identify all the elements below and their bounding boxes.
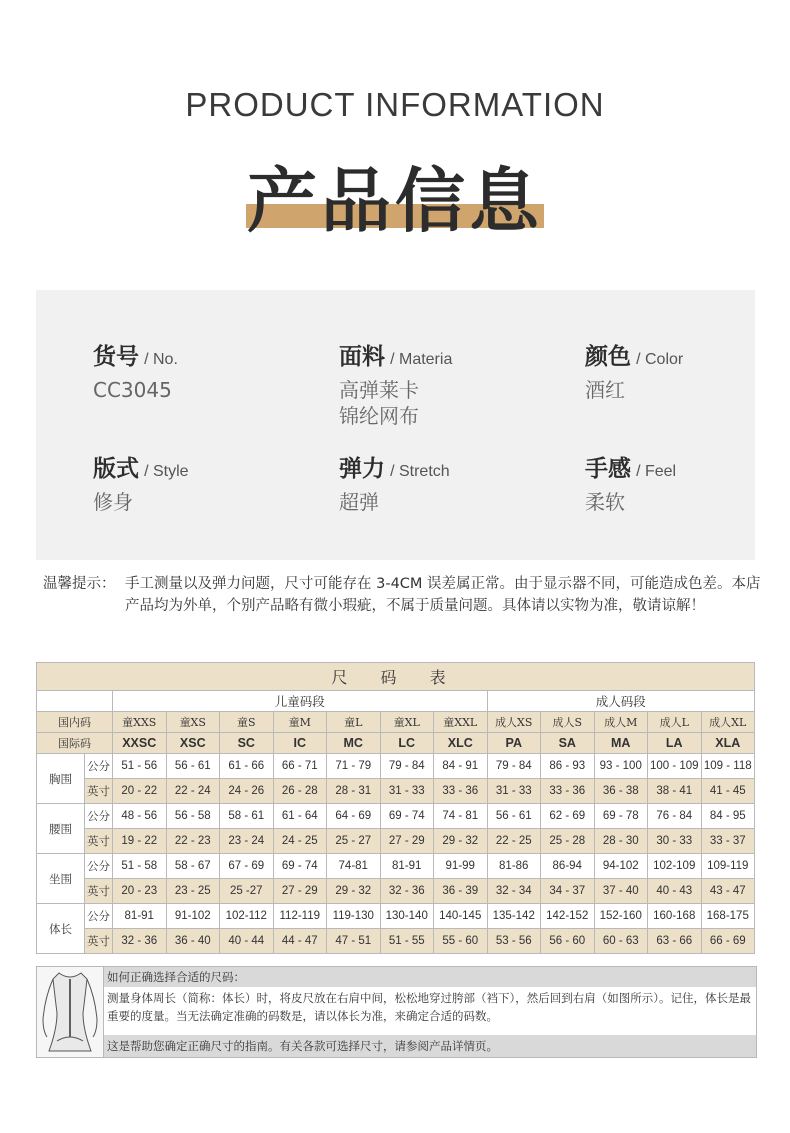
measurement-cell: 27 - 29: [273, 879, 327, 904]
measurement-cell: 29 - 32: [434, 829, 488, 854]
title-english: PRODUCT INFORMATION: [185, 86, 605, 123]
measurement-cell: 152-160: [594, 904, 648, 929]
measurement-cell: 33 - 37: [701, 829, 755, 854]
measurement-cell: 74 - 81: [434, 804, 488, 829]
attr-label: 手感: [585, 456, 631, 482]
unit-cm-label: 公分: [85, 904, 113, 929]
measurement-cell: 27 - 29: [380, 829, 434, 854]
body-part-label: 胸围: [37, 754, 85, 804]
measurement-cell: 44 - 47: [273, 929, 327, 954]
attr-style: [93, 450, 189, 515]
attr-stretch: [339, 450, 450, 515]
measurement-cell: 22 - 24: [166, 779, 220, 804]
measurement-cell: 69 - 74: [380, 804, 434, 829]
intl-size-cell: IC: [273, 733, 327, 754]
measurement-cell: 100 - 109: [648, 754, 702, 779]
attr-value: 高弹莱卡 锦纶网布: [339, 378, 419, 428]
domestic-size-row: [37, 712, 755, 733]
measurement-cell: 84 - 91: [434, 754, 488, 779]
measurement-cell: 26 - 28: [273, 779, 327, 804]
measurement-cell: 69 - 78: [594, 804, 648, 829]
intl-size-cell: MC: [327, 733, 381, 754]
unit-cm-label: 公分: [85, 754, 113, 779]
size-table-title: 尺 码 表: [37, 663, 755, 691]
measurement-cell: 23 - 25: [166, 879, 220, 904]
measurement-cell: 31 - 33: [487, 779, 541, 804]
measurement-cell: 40 - 44: [220, 929, 274, 954]
intl-size-cell: PA: [487, 733, 541, 754]
measurement-cell: 94-102: [594, 854, 648, 879]
intl-size-cell: XSC: [166, 733, 220, 754]
measurement-row-inch: [37, 779, 755, 804]
measurement-cell: 24 - 25: [273, 829, 327, 854]
attr-label: 面料: [339, 344, 385, 370]
attr-feel: [585, 450, 676, 515]
measurement-cell: 32 - 36: [113, 929, 167, 954]
measurement-cell: 63 - 66: [648, 929, 702, 954]
measurement-cell: 109-119: [701, 854, 755, 879]
guide-footer-note: 这是帮助您确定正确尺寸的指南。有关各款可选择尺寸，请参阅产品详情页。: [104, 1035, 756, 1057]
intl-size-cell: SC: [220, 733, 274, 754]
attr-label: 版式: [93, 456, 139, 482]
measurement-cell: 66 - 69: [701, 929, 755, 954]
measurement-cell: 32 - 36: [380, 879, 434, 904]
body-part-label: 体长: [37, 904, 85, 954]
segment-kids: 儿童码段: [113, 691, 488, 712]
measurement-cell: 56 - 60: [541, 929, 595, 954]
measurement-cell: 20 - 23: [113, 879, 167, 904]
measurement-cell: 36 - 40: [166, 929, 220, 954]
size-chart-table: [36, 662, 755, 954]
attr-value: 柔软: [585, 490, 625, 514]
size-table-title-row: [37, 663, 755, 691]
measurement-cell: 160-168: [648, 904, 702, 929]
attr-value: 酒红: [585, 378, 625, 402]
domestic-size-cell: 童XXL: [434, 712, 488, 733]
domestic-size-cell: 成人S: [541, 712, 595, 733]
domestic-size-cell: 童L: [327, 712, 381, 733]
measurement-cell: 109 - 118: [701, 754, 755, 779]
measurement-cell: 112-119: [273, 904, 327, 929]
intl-size-cell: XLC: [434, 733, 488, 754]
notice-text: 手工测量以及弹力问题，尺寸可能存在 3-4CM 误差属正常。由于显示器不同，可能造成色差。本店产品均为外单，个别产品略有微小瑕疵，不属于质量问题。具体请以实物为准，敬请谅解！: [125, 576, 761, 614]
attr-label-en: / Stretch: [390, 463, 450, 480]
attr-label: 颜色: [585, 344, 631, 370]
measurement-row-cm: [37, 804, 755, 829]
measurement-cell: 58 - 67: [166, 854, 220, 879]
measurement-cell: 91-102: [166, 904, 220, 929]
intl-size-row: [37, 733, 755, 754]
measurement-cell: 43 - 47: [701, 879, 755, 904]
measurement-cell: 56 - 58: [166, 804, 220, 829]
body-part-label: 坐围: [37, 854, 85, 904]
unit-cm-label: 公分: [85, 804, 113, 829]
title-chinese: 产品信息: [247, 160, 543, 242]
product-attributes-panel: [36, 290, 755, 560]
measurement-cell: 40 - 43: [648, 879, 702, 904]
measurement-cell: 61 - 66: [220, 754, 274, 779]
measurement-cell: 22 - 23: [166, 829, 220, 854]
measurement-cell: 130-140: [380, 904, 434, 929]
attr-label-en: / Feel: [636, 463, 677, 480]
guide-instructions: 测量身体周长（简称：体长）时，将皮尺放在右肩中间，松松地穿过胯部（裆下），然后回到右肩（如图所示）。记住，体长是最重要的度量。当无法确定准确的码数是，请以体长为准，来确定合适的码数。: [107, 991, 751, 1023]
measurement-cell: 31 - 33: [380, 779, 434, 804]
intl-size-cell: MA: [594, 733, 648, 754]
attr-value: 修身: [93, 490, 133, 514]
measurement-cell: 38 - 41: [648, 779, 702, 804]
measurement-cell: 33 - 36: [434, 779, 488, 804]
measurement-cell: 19 - 22: [113, 829, 167, 854]
measurement-cell: 119-130: [327, 904, 381, 929]
measurement-cell: 142-152: [541, 904, 595, 929]
measurement-cell: 36 - 39: [434, 879, 488, 904]
measurement-cell: 84 - 95: [701, 804, 755, 829]
measurement-cell: 81-91: [113, 904, 167, 929]
measurement-cell: 20 - 22: [113, 779, 167, 804]
measurement-cell: 81-91: [380, 854, 434, 879]
measurement-cell: 56 - 61: [487, 804, 541, 829]
unit-inch-label: 英寸: [85, 929, 113, 954]
measurement-cell: 168-175: [701, 904, 755, 929]
unit-cm-label: 公分: [85, 854, 113, 879]
measurement-cell: 34 - 37: [541, 879, 595, 904]
measurement-row-cm: [37, 754, 755, 779]
measurement-row-inch: [37, 829, 755, 854]
intl-size-cell: SA: [541, 733, 595, 754]
measurement-cell: 135-142: [487, 904, 541, 929]
measurement-row-cm: [37, 854, 755, 879]
intl-label: 国际码: [37, 733, 113, 754]
segment-adults: 成人码段: [487, 691, 755, 712]
measurement-row-inch: [37, 929, 755, 954]
measurement-cell: 32 - 34: [487, 879, 541, 904]
measurement-cell: 29 - 32: [327, 879, 381, 904]
measurement-cell: 58 - 61: [220, 804, 274, 829]
bodysuit-figure-illustration: [37, 967, 104, 1057]
measurement-row-inch: [37, 879, 755, 904]
intl-size-cell: LC: [380, 733, 434, 754]
attr-label: 货号: [93, 344, 139, 370]
measurement-guide: [36, 966, 757, 1058]
guide-heading: 如何正确选择合适的尺码：: [104, 967, 756, 987]
domestic-label: 国内码: [37, 712, 113, 733]
measurement-cell: 51 - 56: [113, 754, 167, 779]
measurement-cell: 86 - 93: [541, 754, 595, 779]
measurement-cell: 41 - 45: [701, 779, 755, 804]
attr-material: [339, 338, 452, 429]
measurement-cell: 25 - 27: [327, 829, 381, 854]
measurement-cell: 36 - 38: [594, 779, 648, 804]
measurement-cell: 79 - 84: [380, 754, 434, 779]
measurement-cell: 67 - 69: [220, 854, 274, 879]
domestic-size-cell: 童M: [273, 712, 327, 733]
measurement-cell: 30 - 33: [648, 829, 702, 854]
attr-color: [585, 338, 683, 403]
measurement-cell: 91-99: [434, 854, 488, 879]
domestic-size-cell: 成人XL: [701, 712, 755, 733]
measurement-cell: 37 - 40: [594, 879, 648, 904]
measurement-cell: 33 - 36: [541, 779, 595, 804]
unit-inch-label: 英寸: [85, 879, 113, 904]
measurement-cell: 28 - 31: [327, 779, 381, 804]
measurement-cell: 25 -27: [220, 879, 274, 904]
intl-size-cell: XXSC: [113, 733, 167, 754]
intl-size-cell: XLA: [701, 733, 755, 754]
unit-inch-label: 英寸: [85, 829, 113, 854]
measurement-cell: 93 - 100: [594, 754, 648, 779]
domestic-size-cell: 童XXS: [113, 712, 167, 733]
measurement-cell: 66 - 71: [273, 754, 327, 779]
domestic-size-cell: 成人L: [648, 712, 702, 733]
domestic-size-cell: 童S: [220, 712, 274, 733]
attr-label-en: / Color: [636, 351, 684, 368]
measurement-cell: 81-86: [487, 854, 541, 879]
measurement-cell: 47 - 51: [327, 929, 381, 954]
measurement-cell: 22 - 25: [487, 829, 541, 854]
measurement-cell: 48 - 56: [113, 804, 167, 829]
domestic-size-cell: 童XL: [380, 712, 434, 733]
measurement-cell: 23 - 24: [220, 829, 274, 854]
measurement-cell: 69 - 74: [273, 854, 327, 879]
attr-item-number: [93, 338, 178, 403]
attr-value: CC3045: [93, 378, 172, 402]
measurement-cell: 86-94: [541, 854, 595, 879]
measurement-cell: 140-145: [434, 904, 488, 929]
domestic-size-cell: 成人XS: [487, 712, 541, 733]
body-part-label: 腰围: [37, 804, 85, 854]
segment-spacer: [37, 691, 113, 712]
measurement-cell: 28 - 30: [594, 829, 648, 854]
measurement-row-cm: [37, 904, 755, 929]
measurement-cell: 62 - 69: [541, 804, 595, 829]
measurement-cell: 74-81: [327, 854, 381, 879]
measurement-cell: 71 - 79: [327, 754, 381, 779]
measurement-cell: 60 - 63: [594, 929, 648, 954]
attr-label-en: / Materia: [390, 351, 453, 368]
size-segment-row: [37, 691, 755, 712]
measurement-cell: 102-109: [648, 854, 702, 879]
measurement-cell: 102-112: [220, 904, 274, 929]
domestic-size-cell: 成人M: [594, 712, 648, 733]
measurement-cell: 24 - 26: [220, 779, 274, 804]
intl-size-cell: LA: [648, 733, 702, 754]
measurement-cell: 25 - 28: [541, 829, 595, 854]
measurement-cell: 64 - 69: [327, 804, 381, 829]
attr-label-en: / Style: [144, 463, 189, 480]
measurement-cell: 76 - 84: [648, 804, 702, 829]
measurement-cell: 61 - 64: [273, 804, 327, 829]
attr-label: 弹力: [339, 456, 385, 482]
notice-label: 温馨提示：: [43, 576, 116, 592]
attr-label-en: / No.: [144, 351, 178, 368]
measurement-cell: 53 - 56: [487, 929, 541, 954]
measurement-cell: 55 - 60: [434, 929, 488, 954]
measurement-cell: 51 - 55: [380, 929, 434, 954]
domestic-size-cell: 童XS: [166, 712, 220, 733]
measurement-cell: 79 - 84: [487, 754, 541, 779]
measurement-cell: 56 - 61: [166, 754, 220, 779]
measurement-cell: 51 - 58: [113, 854, 167, 879]
unit-inch-label: 英寸: [85, 779, 113, 804]
attr-value: 超弹: [339, 490, 379, 514]
